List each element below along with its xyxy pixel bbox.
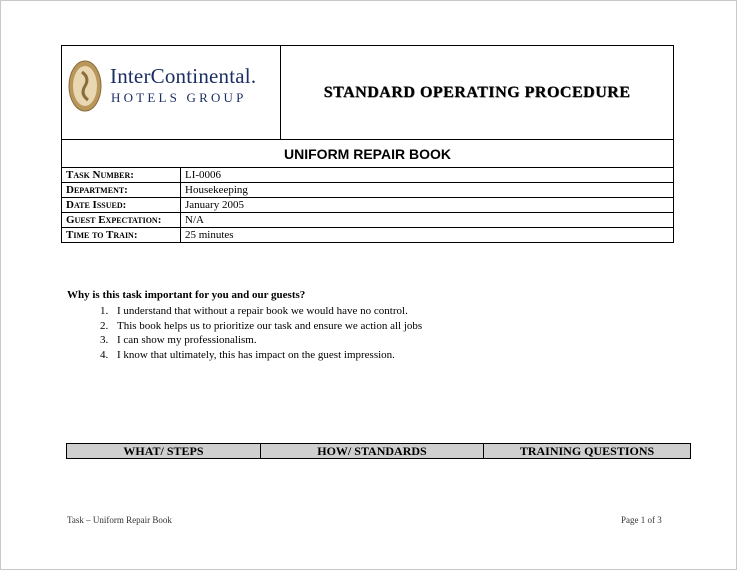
importance-list: [100, 304, 422, 362]
list-item: 2. This book helps us to prioritize our task and ensure we action all jobs: [100, 319, 423, 332]
document-header: [61, 45, 674, 140]
column-header-steps: WHAT/ STEPS: [67, 444, 261, 459]
logo-emblem-icon: [68, 60, 102, 112]
steps-header-table: [66, 443, 691, 459]
company-logo: [62, 46, 281, 139]
logo-wordmark-mark: .: [250, 64, 257, 88]
footer-task-name: Task – Uniform Repair Book: [67, 515, 172, 525]
logo-wordmark: InterContinental: [110, 64, 251, 88]
list-item: 1. I understand that without a repair book we would have no control.: [100, 305, 408, 317]
info-row-task-number: [62, 168, 674, 183]
list-item: 3. I can show my professionalism.: [100, 334, 257, 346]
sop-heading: STANDARD OPERATING PROCEDURE: [323, 83, 631, 101]
info-row-date-issued: [62, 198, 674, 213]
info-label: Task Number:: [62, 168, 181, 183]
column-header-standards: HOW/ STANDARDS: [261, 444, 484, 459]
list-item: 4. I know that ultimately, this has impact on the guest impression.: [100, 348, 395, 361]
info-row-department: [62, 183, 674, 198]
column-header-training-questions: TRAINING QUESTIONS: [484, 444, 691, 459]
info-value: Housekeeping: [181, 183, 674, 198]
info-row-time-to-train: [62, 228, 674, 243]
info-value: LI-0006: [181, 168, 674, 183]
info-value: 25 minutes: [181, 228, 674, 243]
importance-question: Why is this task important for you and our guests?: [67, 289, 306, 301]
document-title: UNIFORM REPAIR BOOK: [284, 145, 451, 162]
info-label: Time to Train:: [62, 228, 181, 243]
footer-page-number: Page 1 of 3: [621, 515, 662, 525]
logo-subtitle: HOTELS GROUP: [111, 90, 247, 105]
info-row-guest-expectation: [62, 213, 674, 228]
task-info-table: [61, 167, 674, 243]
info-value: N/A: [181, 213, 674, 228]
info-label: Department:: [62, 183, 181, 198]
info-label: Date Issued:: [62, 198, 181, 213]
info-label: Guest Expectation:: [62, 213, 181, 228]
info-value: January 2005: [181, 198, 674, 213]
